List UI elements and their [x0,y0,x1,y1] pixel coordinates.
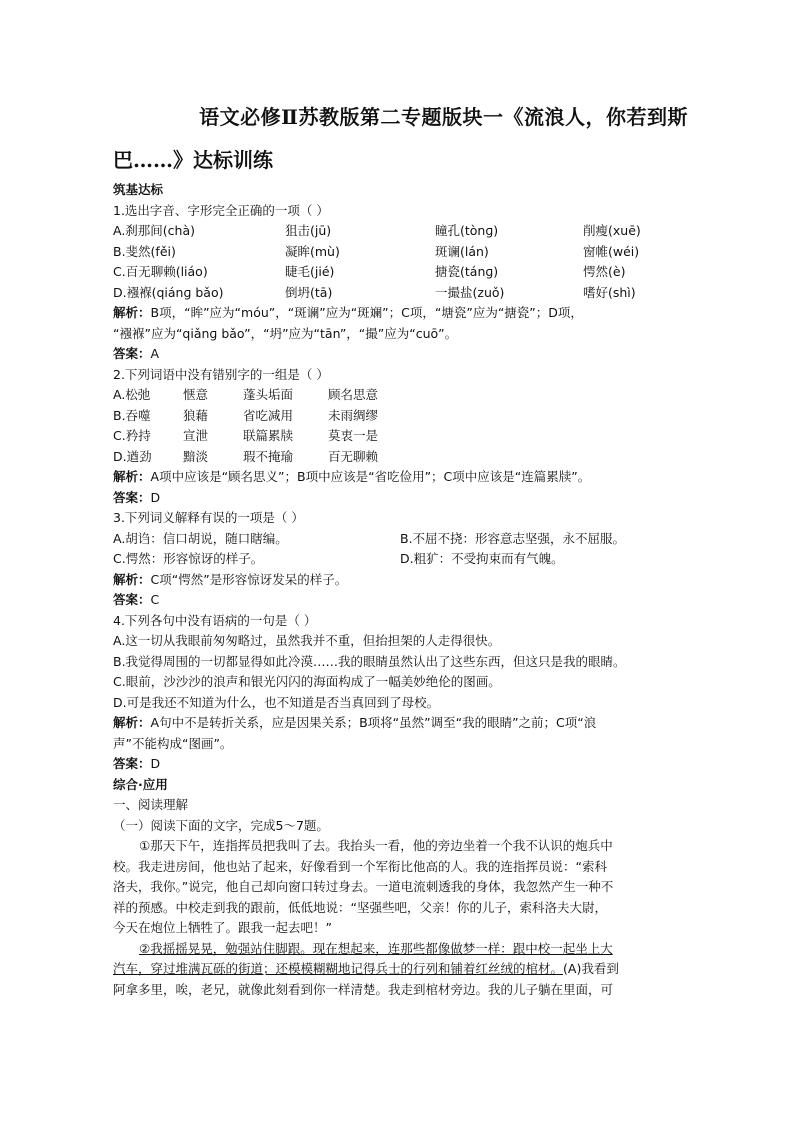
answer: 答案：D [113,489,161,505]
answer: 答案：C [113,592,160,607]
option-row: A.松弛 惬意 蓬头垢面 顾名思意 [113,387,379,402]
passage-line: 洛夫，我你。”说完，他自己却向窗口转过身去。一道电流刺透我的身体，我忽然产生一种不 [113,879,614,894]
option-row: D.襁褓(qiánɡ bǎo) 倒坍(tā) 一撮盐(zuǒ) 嗜好(shì) [113,284,636,300]
option-row: C.矜持 宣泄 联篇累牍 莫衷一是 [113,428,379,443]
question-stem: 4.下列各句中没有语病的一句是（ ） [113,612,317,628]
question-stem: 2.下列词语中没有错别字的一组是（ ） [113,366,329,382]
passage-line: ②我摇摇晃晃，勉强站住脚跟。现在想起来，连那些都像做梦一样：跟中校一起坐上大 [139,940,613,956]
doc-title-line2: 巴……》达标训练 [113,148,273,172]
document-body [113,180,688,1000]
doc-title-line1: 语文必修Ⅱ苏教版第二专题版块一《流浪人，你若到斯 [199,105,688,129]
option-row: D.遒劲 黯淡 瑕不掩瑜 百无聊赖 [113,448,379,464]
section-heading: 综合·应用 [113,776,168,792]
option-row: A.刹那间(chà) 狙击(jū) 瞳孔(tònɡ) 削瘦(xuē) [113,223,641,238]
question-stem: 3.下列词义解释有误的一项是（ ） [113,510,304,525]
question-stem: 1.选出字音、字形完全正确的一项（ ） [113,202,329,218]
section-heading: 筑基达标 [113,182,164,197]
reading-instruction: （一）阅读下面的文字，完成5～7题。 [113,817,329,833]
option-row: B.吞噬 狼藉 省吃减用 未雨绸缪 [113,407,379,423]
option-line: B.我觉得周围的一切都显得如此冷漠……我的眼睛虽然认出了这些东西，但这只是我的眼睛。 [113,653,626,669]
passage-line: 汽车，穿过堆满瓦砾的街道；还模模糊糊地记得兵士的行列和铺着红丝绒的棺材。(A)我看到 [113,961,619,976]
analysis-cont: “襁褓”应为“qiǎnɡ bǎo”，“坍”应为“tān”，“撮”应为“cuō”。 [113,325,458,341]
option-line: D.可是我还不知道为什么，也不知道是否当真回到了母校。 [113,694,440,710]
analysis-cont: 声”不能构成“图画”。 [113,735,233,751]
option-line: A.这一切从我眼前匆匆略过，虽然我并不重，但抬担架的人走得很快。 [113,633,501,648]
answer: 答案：D [113,756,161,771]
passage-line: 祥的预感。中校走到我的跟前，低低地说：“坚强些吧，父亲！你的儿子，索科洛夫大尉， [113,899,607,915]
analysis: 解析：A句中不是转折关系，应是因果关系；B项将“虽然”调至“我的眼睛”之前；C项“浪 [113,715,597,730]
passage-line: 校。我走进房间，他也站了起来，好像看到一个军衔比他高的人。我的连指挥员说：“索科 [113,858,607,874]
option-row: B.斐然(fěi) 凝眸(mù) 斑谰(lán) 窗帷(wéi) [113,243,640,259]
option-row: A.胡诌：信口胡说，随口瞎编。 B.不屈不挠：形容意志坚强，永不屈服。 [113,530,626,546]
analysis: 解析：C项“愕然”是形容惊讶发呆的样子。 [113,571,348,587]
passage-line: 今天在炮位上牺牲了。跟我一起去吧！” [113,920,332,935]
option-row: C.愕然：形容惊讶的样子。 D.粗犷：不受拘束而有气魄。 [113,551,564,566]
option-row: C.百无聊赖(liáo) 睫毛(jié) 搪瓷(tánɡ) 愕然(è) [113,264,626,279]
analysis: 解析：A项中应该是“顾名思义”；B项中应该是“省吃俭用”；C项中应该是“连篇累牍”。 [113,469,591,484]
option-line: C.眼前，沙沙沙的浪声和银光闪闪的海面构成了一幅美妙绝伦的图画。 [113,674,501,689]
subsection-heading: 一、阅读理解 [113,797,189,812]
passage-line: 阿拿多里，唉，老兄，就像此刻看到你一样清楚。我走到棺材旁边。我的儿子躺在里面，可 [113,981,614,997]
passage-line: ①那天下午，连指挥员把我叫了去。我抬头一看，他的旁边坐着一个我不认识的炮兵中 [139,838,613,853]
analysis: 解析：B项，“眸”应为“móu”，“斑谰”应为“斑斓”；C项，“塘瓷”应为“搪瓷”；D项， [113,305,583,320]
answer: 答案：A [113,346,160,361]
